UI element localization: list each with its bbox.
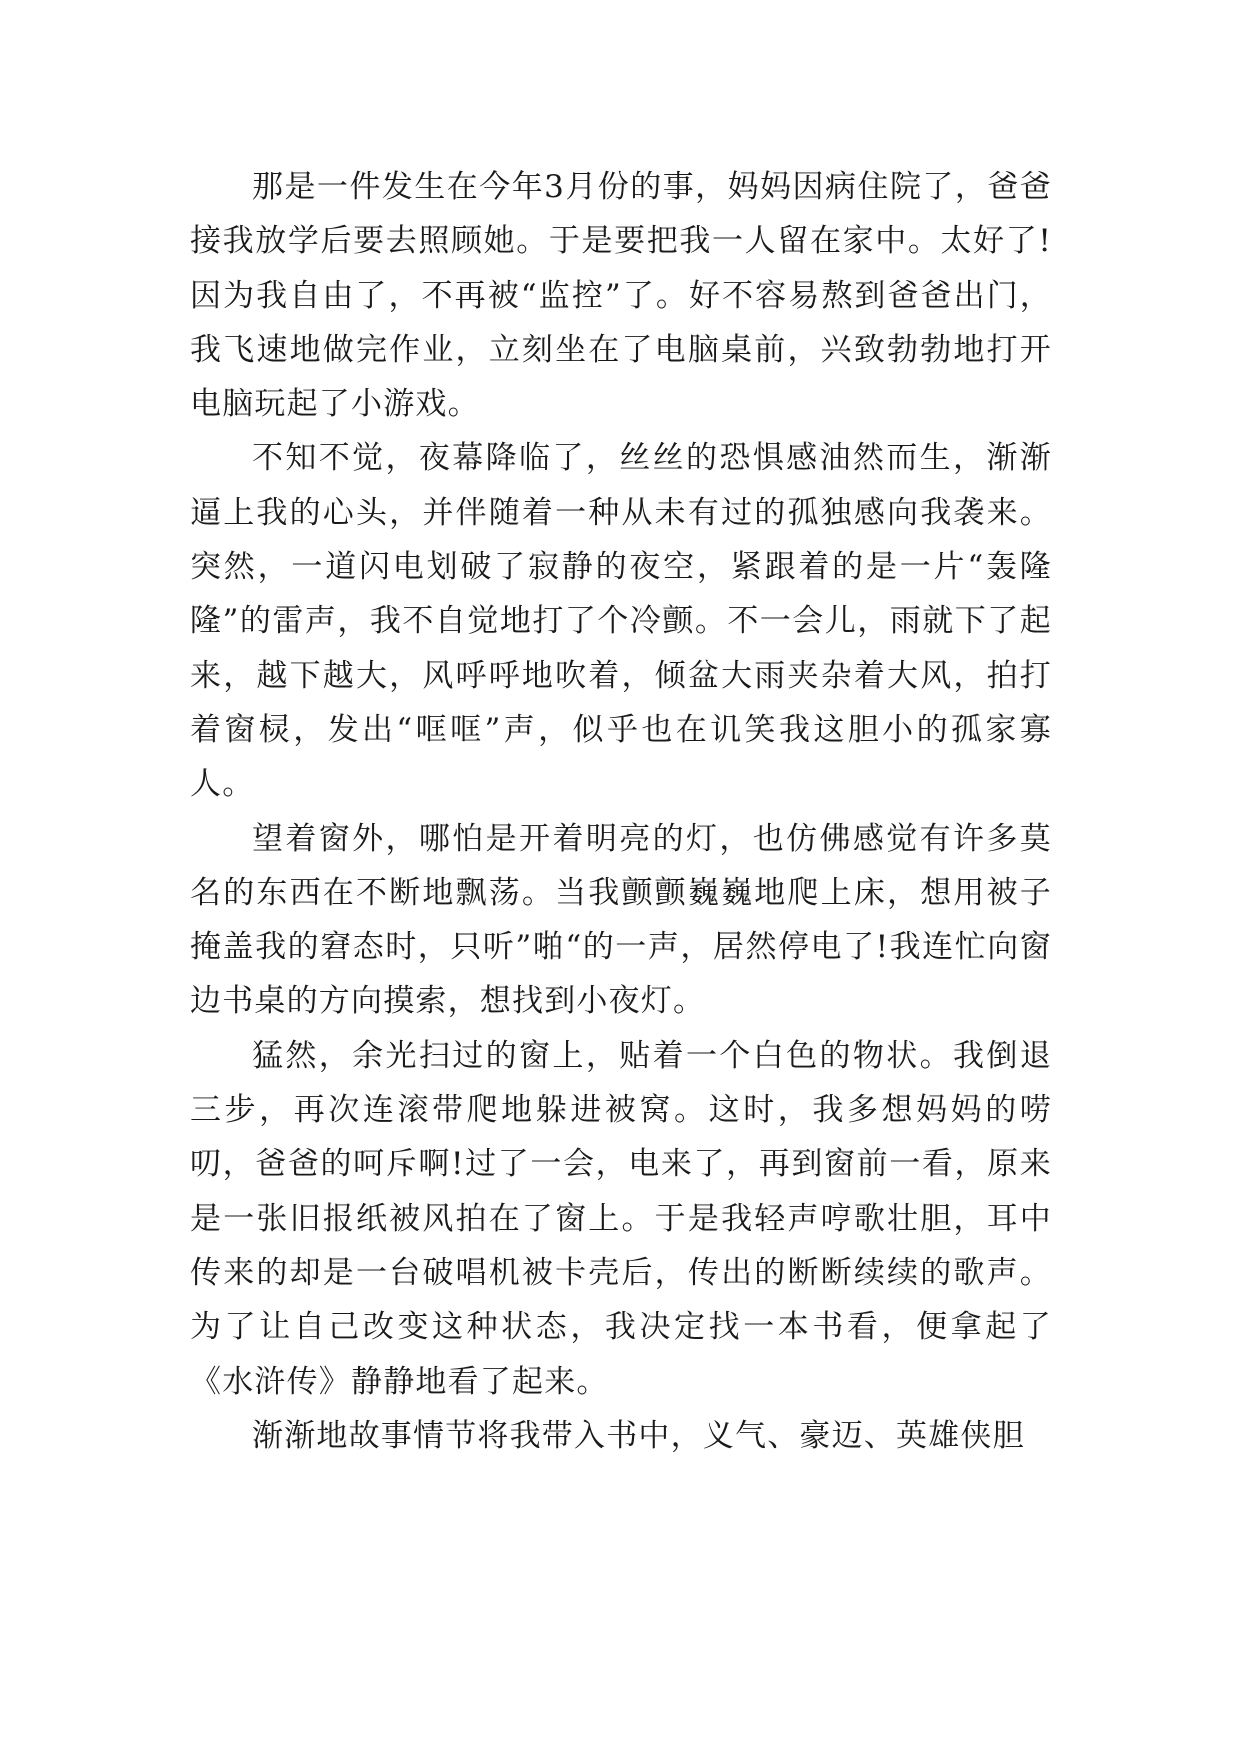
paragraph-2: 不知不觉，夜幕降临了，丝丝的恐惧感油然而生，渐渐逼上我的心头，并伴随着一种从未有过的孤独感向我袭来。突然，一道闪电划破了寂静的夜空，紧跟着的是一片“轰隆隆”的雷声，我不自觉地打了个冷颤。不一会儿，雨就下了起来，越下越大，风呼呼地吹着，倾盆大雨夹杂着大风，拍打着窗棂，发出“哐哐”声，似乎也在讥笑我这胆小的孤家寡人。: [190, 440, 1052, 803]
document-body: [190, 160, 1052, 1463]
paragraph-5: 渐渐地故事情节将我带入书中，义气、豪迈、英雄侠胆: [252, 1417, 1025, 1454]
paragraph-1: 那是一件发生在今年3月份的事，妈妈因病住院了，爸爸接我放学后要去照顾她。于是要把我一人留在家中。太好了!因为我自由了，不再被“监控”了。好不容易熬到爸爸出门，我飞速地做完作业，立刻坐在了电脑桌前，兴致勃勃地打开电脑玩起了小游戏。: [190, 169, 1052, 423]
paragraph-4: 猛然，余光扫过的窗上，贴着一个白色的物状。我倒退三步，再次连滚带爬地躲进被窝。这时，我多想妈妈的唠叨，爸爸的呵斥啊!过了一会，电来了，再到窗前一看，原来是一张旧报纸被风拍在了窗上。于是我轻声哼歌壮胆，耳中传来的却是一台破唱机被卡壳后，传出的断断续续的歌声。为了让自己改变这种状态，我决定找一本书看，便拿起了《水浒传》静静地看了起来。: [190, 1037, 1052, 1400]
paragraph-3: 望着窗外，哪怕是开着明亮的灯，也仿佛感觉有许多莫名的东西在不断地飘荡。当我颤颤巍巍地爬上床，想用被子掩盖我的窘态时，只听”啪“的一声，居然停电了!我连忙向窗边书桌的方向摸索，想找到小夜灯。: [190, 820, 1052, 1020]
